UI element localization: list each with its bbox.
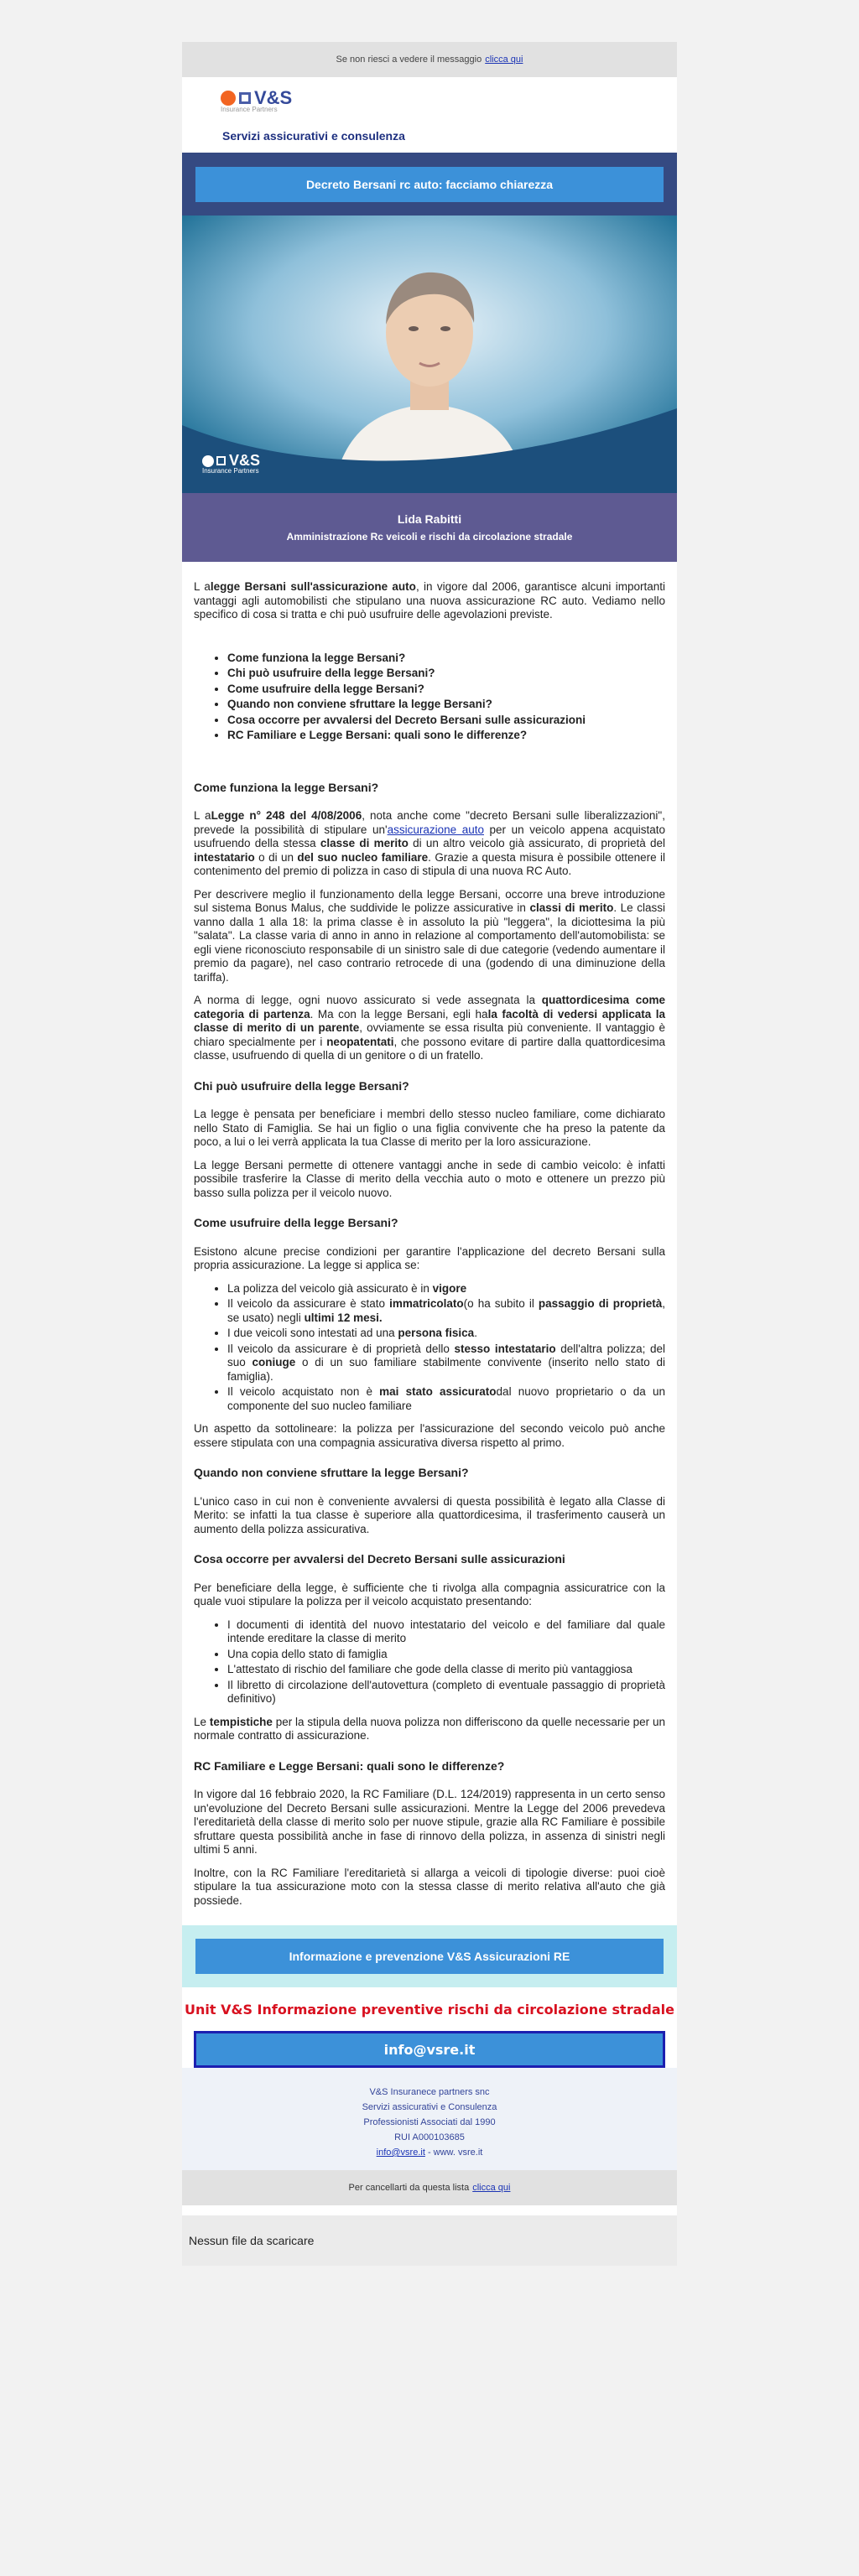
paragraph: L'unico caso in cui non è conveniente avvalersi di questa possibilità è legato alla Classe di Merito: se infatti la tua classe è superiore alla quattordicesima, il trasferimento causerà un aumento della polizza assicurativa.	[194, 1494, 665, 1535]
paragraph: Esistono alcune precise condizioni per garantire l'applicazione del decreto Bersani sulla propria assicurazione. La legge si applica se:	[194, 1244, 665, 1271]
unit-title: Unit V&S Informazione preventive rischi da circolazione stradale	[185, 2001, 674, 2018]
article-body	[182, 562, 677, 1925]
list-item: • I documenti di identità del nuovo intestatario del veicolo e del familiare dal quale intende ereditare la classe di merito	[227, 1618, 665, 1646]
unsubscribe-link[interactable]: clicca qui	[472, 2183, 511, 2193]
list-item: • Il veicolo da assicurare è di proprietà dello stesso intestatario dell'altra polizza; del suo coniuge o di un suo familiare stabilmente convivente (inserito nello stato di famiglia).	[227, 1343, 665, 1384]
paragraph: In vigore dal 16 febbraio 2020, la RC Familiare (D.L. 124/2019) rappresenta in un certo senso un'evoluzione del Decreto Bersani sulle assicurazioni. Mentre la Legge del 2006 prevedeva l'ereditarietà della classe di merito solo per nuove stipule, grazie alla RC Familiare è possibile sfruttare questa possibilità anche in fase di rinnovo della polizza, in assenza di sinistri negli ultimi 5 anni.	[194, 1788, 665, 1856]
footer-contact: info@vsre.it - www. vsre.it	[376, 2148, 483, 2158]
no-file-notice: Nessun file da scaricare	[182, 2215, 677, 2266]
footer-line: Professionisti Associati dal 1990	[363, 2117, 496, 2127]
brand-header	[182, 77, 677, 119]
section-title: Cosa occorre per avvalersi del Decreto Bersani sulle assicurazioni	[194, 1552, 565, 1566]
toc-item[interactable]: • RC Familiare e Legge Bersani: quali sono le differenze?	[227, 729, 665, 743]
paragraph: Un aspetto da sottolineare: la polizza per l'assicurazione del secondo veicolo può anche essere stipulata con una compagnia assicurativa diversa rispetto al primo.	[194, 1422, 665, 1449]
toc-item[interactable]: • Chi può usufruire della legge Bersani?	[227, 667, 665, 681]
intro-paragraph: L alegge Bersani sull'assicurazione auto, in vigore dal 2006, garantisce alcuni importanti vantaggi agli automobilisti che stipulano una nuova assicurazione RC auto. Vediamo nello specifico di cosa si tratta e chi può usufruire delle agevolazioni previste.	[194, 580, 665, 621]
footer-line: Servizi assicurativi e Consulenza	[362, 2102, 497, 2112]
paragraph: A norma di legge, ogni nuovo assicurato si vede assegnata la quattordicesima come categoria di partenza. Ma con la legge Bersani, egli hala facoltà di vedersi applicata la classe di merito di un parente, ovviamente se essa risulta più conveniente. Il vantaggio è chiaro specialmente per i neopatentati, che possono evitare di partire dalla quattordicesima classe, usufruendo di quella di un genitore o di un fratello.	[194, 994, 665, 1062]
list-item: • L'attestato di rischio del familiare che gode della classe di merito più vantaggiosa	[227, 1663, 665, 1677]
paragraph: La legge è pensata per beneficiare i membri dello stesso nucleo familiare, come dichiarato nello Stato di Famiglia. Se hai un figlio o una figlia convivente che ha preso la patente da poco, a lui o lei verrà applicata la tua Classe di merito per la loro assicurazione.	[194, 1108, 665, 1148]
table-of-contents	[194, 652, 665, 743]
logo-text: V&S	[254, 87, 293, 108]
paragraph: La legge Bersani permette di ottenere vantaggi anche in sede di cambio veicolo: è infatti possibile trasferire la Classe di merito della vecchia auto o moto e ottenere un prezzo più basso sulla polizza per il veicolo nuovo.	[194, 1158, 665, 1199]
toc-item[interactable]: • Quando non conviene sfruttare la legge Bersani?	[227, 698, 665, 712]
photo-logo-subtitle: Insurance Partners	[202, 467, 259, 475]
hero-title-button[interactable]: Decreto Bersani rc auto: facciamo chiarezza	[195, 167, 664, 202]
section-title: Come usufruire della legge Bersani?	[194, 1216, 398, 1229]
view-online-link[interactable]: clicca qui	[485, 55, 523, 65]
white-square-icon	[216, 456, 226, 465]
paragraph: Inoltre, con la RC Familiare l'ereditarietà si allarga a veicoli di tipologie diverse: puoi cioè stipulare la tua assicurazione moto con la stessa classe di merito relativa all'auto che già possiede.	[194, 1866, 665, 1907]
toc-item[interactable]: • Cosa occorre per avvalersi del Decreto Bersani sulle assicurazioni	[227, 714, 665, 728]
toc-item[interactable]: • Come usufruire della legge Bersani?	[227, 683, 665, 697]
services-tagline: Servizi assicurativi e consulenza	[222, 129, 405, 143]
author-name: Lida Rabitti	[397, 512, 462, 526]
photo-logo-text: V&S	[229, 452, 261, 469]
view-online-bar	[182, 42, 677, 77]
square-icon	[239, 92, 251, 104]
email-button[interactable]: info@vsre.it	[194, 2031, 665, 2068]
paragraph: Per descrivere meglio il funzionamento della legge Bersani, occorre una breve introduzione sul sistema Bonus Malus, che suddivide le polizze assicurative in classi di merito. Le classi vanno dalla 1 alla 18: la prima classe è in assoluto la più "leggera", la diciottesima la più "salata". La classe varia di anno in anno in relazione al comportamento dell'automobilista: se egli viene riconosciuto responsabile di un sinistro sale di due categorie (vedendo aumentare il premio da pagare), nel caso contrario retrocede di una (godendo di una diminuzione della tariffa).	[194, 887, 666, 984]
list-item: • Il libretto di circolazione dell'autovettura (completo di eventuale passaggio di proprietà definitivo)	[227, 1679, 665, 1706]
paragraph: Per beneficiare della legge, è sufficiente che ti rivolga alla compagnia assicuratrice con la quale vuoi stipulare la polizza per il veicolo acquistato presentando:	[194, 1581, 665, 1607]
paragraph: L aLegge n° 248 del 4/08/2006, nota anche come "decreto Bersani sulle liberalizzazioni", prevede la possibilità di stipulare un'assicurazione auto per un veicolo appena acquistato usufruendo della stessa classe di merito di un altro veicolo già assicurato, di proprietà del intestatario o di un del suo nucleo familiare. Grazie a questa misura è possibile ottenere il contenimento del premio di polizza in caso di stipula di una nuova RC Auto.	[194, 809, 666, 877]
footer-line: V&S Insuranece partners snc	[369, 2087, 490, 2097]
assicurazione-auto-link[interactable]: assicurazione auto	[387, 823, 484, 836]
author-band	[182, 493, 677, 562]
email-container	[182, 42, 677, 2266]
toc-item[interactable]: • Come funziona la legge Bersani?	[227, 652, 665, 666]
list-item: • Il veicolo acquistato non è mai stato assicuratodal nuovo proprietario o da un componente del suo nucleo familiare	[227, 1385, 665, 1413]
section-title: Chi può usufruire della legge Bersani?	[194, 1078, 409, 1093]
section-title: Quando non conviene sfruttare la legge Bersani?	[194, 1466, 469, 1479]
hero-title-band	[182, 153, 677, 216]
list-item: • Una copia dello stato di famiglia	[227, 1648, 665, 1662]
list-item: • La polizza del veicolo già assicurato è in vigore	[227, 1282, 665, 1296]
footer	[182, 2068, 677, 2170]
white-dot-icon	[202, 455, 214, 467]
view-online-text: Se non riesci a vedere il messaggio	[336, 55, 482, 65]
logo-subtitle: Insurance Partners	[221, 106, 278, 113]
paragraph: Le tempistiche per la stipula della nuova polizza non differiscono da quelle necessarie per un normale contratto di assicurazione.	[194, 1715, 665, 1742]
orange-dot-icon	[221, 91, 236, 106]
documents-list	[194, 1618, 665, 1706]
section-title: Come funziona la legge Bersani?	[194, 780, 379, 794]
section-title: RC Familiare e Legge Bersani: quali sono le differenze?	[194, 1758, 505, 1773]
list-item: • I due veicoli sono intestati ad una persona fisica.	[227, 1327, 665, 1341]
list-item: • Il veicolo da assicurare è stato immatricolato(o ha subito il passaggio di proprietà, se usato) negli ultimi 12 mesi.	[227, 1297, 665, 1325]
author-photo	[182, 216, 677, 493]
author-role: Amministrazione Rc veicoli e rischi da circolazione stradale	[286, 531, 573, 543]
unsubscribe-bar	[182, 2170, 677, 2205]
unsubscribe-text: Per cancellarti da questa lista	[348, 2183, 470, 2193]
footer-email-link[interactable]: info@vsre.it	[376, 2148, 425, 2158]
conditions-list	[194, 1282, 665, 1414]
cta-band	[182, 1925, 677, 1987]
footer-line: RUI A000103685	[394, 2132, 465, 2142]
cta-button[interactable]: Informazione e prevenzione V&S Assicurazioni RE	[195, 1939, 664, 1974]
